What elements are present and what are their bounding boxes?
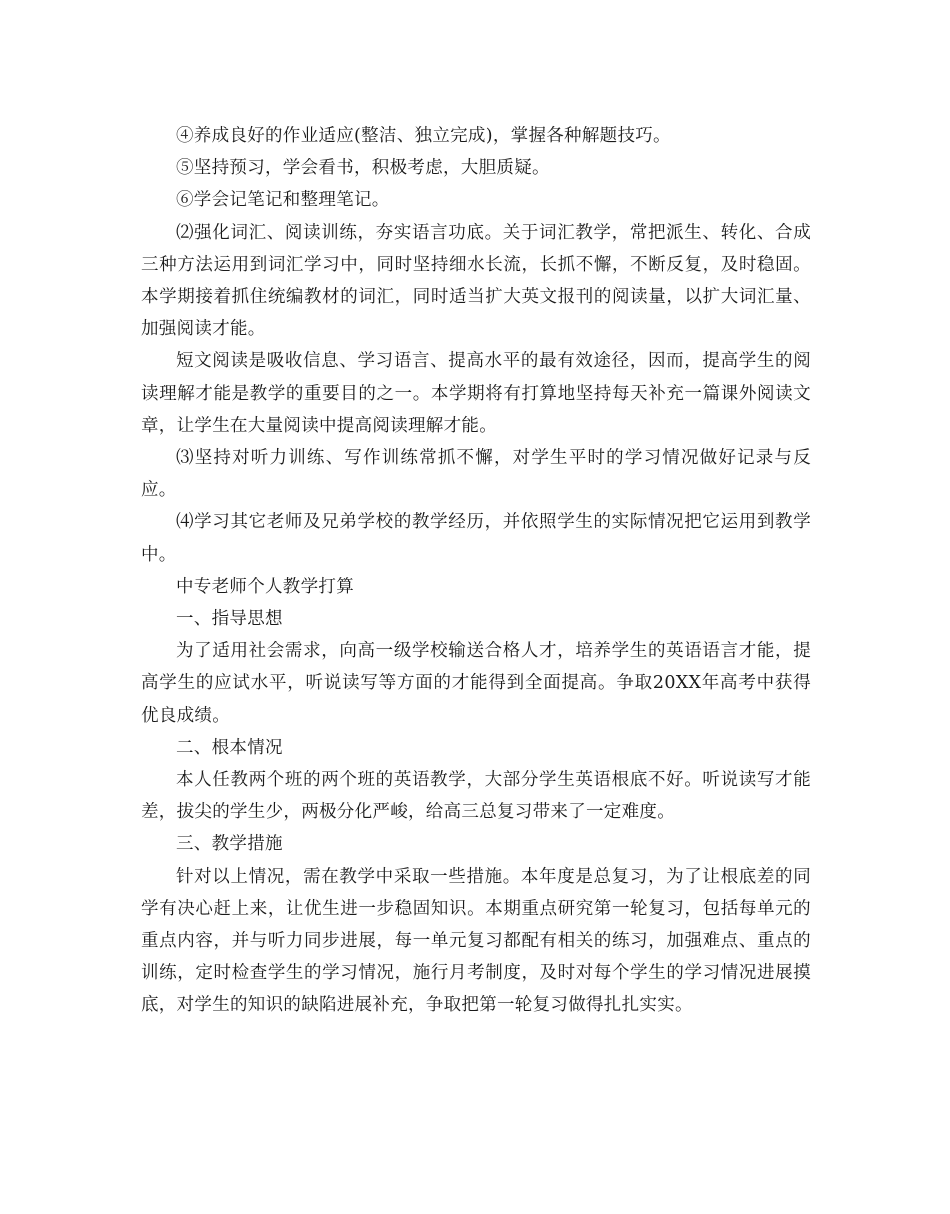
paragraph-listening-writing: ⑶坚持对听力训练、写作训练常抓不懈，对学生平时的学习情况做好记录与反应。 (141, 448, 811, 501)
heading-basic-situation: 二、根本情况 (176, 737, 283, 758)
paragraph-habit-homework: ④养成良好的作业适应(整洁、独立完成)，掌握各种解题技巧。 (176, 126, 671, 146)
paragraph-short-reading: 短文阅读是吸收信息、学习语言、提高水平的最有效途径，因而，提高学生的阅读理解才能是教学的重要目的之一。本学期将有打算地坚持每天补充一篇课外阅读文章，让学生在大量阅读中提高阅读理解才能。 (141, 351, 811, 436)
paragraph-basic-situation: 本人任教两个班的两个班的英语教学，大部分学生英语根底不好。听说读写才能差，拔尖的学生少，两极分化严峻，给高三总复习带来了一定难度。 (141, 770, 811, 823)
section-title: 中专老师个人教学打算 (176, 576, 354, 597)
paragraph-habit-preview: ⑤坚持预习，学会看书，积极考虑，大胆质疑。 (176, 158, 550, 179)
document-body (141, 120, 811, 1022)
paragraph-vocabulary-reading: ⑵强化词汇、阅读训练，夯实语言功底。关于词汇教学，常把派生、转化、合成三种方法运用到词汇学习中，同时坚持细水长流，长抓不懈，不断反复，及时稳固。本学期接着抓住统编教材的词汇，同时适当扩大英文报刊的阅读量，以扩大词汇量、加强阅读才能。 (141, 222, 811, 340)
heading-guiding-idea: 一、指导思想 (176, 609, 283, 630)
heading-teaching-measures: 三、教学措施 (176, 834, 283, 855)
paragraph-teaching-measures: 针对以上情况，需在教学中采取一些措施。本年度是总复习，为了让根底差的同学有决心赶上来，让优生进一步稳固知识。本期重点研究第一轮复习，包括每单元的重点内容，并与听力同步进展，每一单元复习都配有相关的练习，加强难点、重点的训练，定时检查学生的学习情况，施行月考制度，及时对每个学生的学习情况进展摸底，对学生的知识的缺陷进展补充，争取把第一轮复习做得扎扎实实。 (141, 866, 811, 1016)
paragraph-habit-notes: ⑥学会记笔记和整理笔记。 (176, 190, 390, 211)
paragraph-guiding-idea: 为了适用社会需求，向高一级学校输送合格人才，培养学生的英语语言才能，提高学生的应试水平，听说读写等方面的才能得到全面提高。争取20XX年高考中获得优良成绩。 (141, 641, 811, 726)
paragraph-learn-experience: ⑷学习其它老师及兄弟学校的教学经历，并依照学生的实际情况把它运用到教学中。 (141, 512, 811, 565)
